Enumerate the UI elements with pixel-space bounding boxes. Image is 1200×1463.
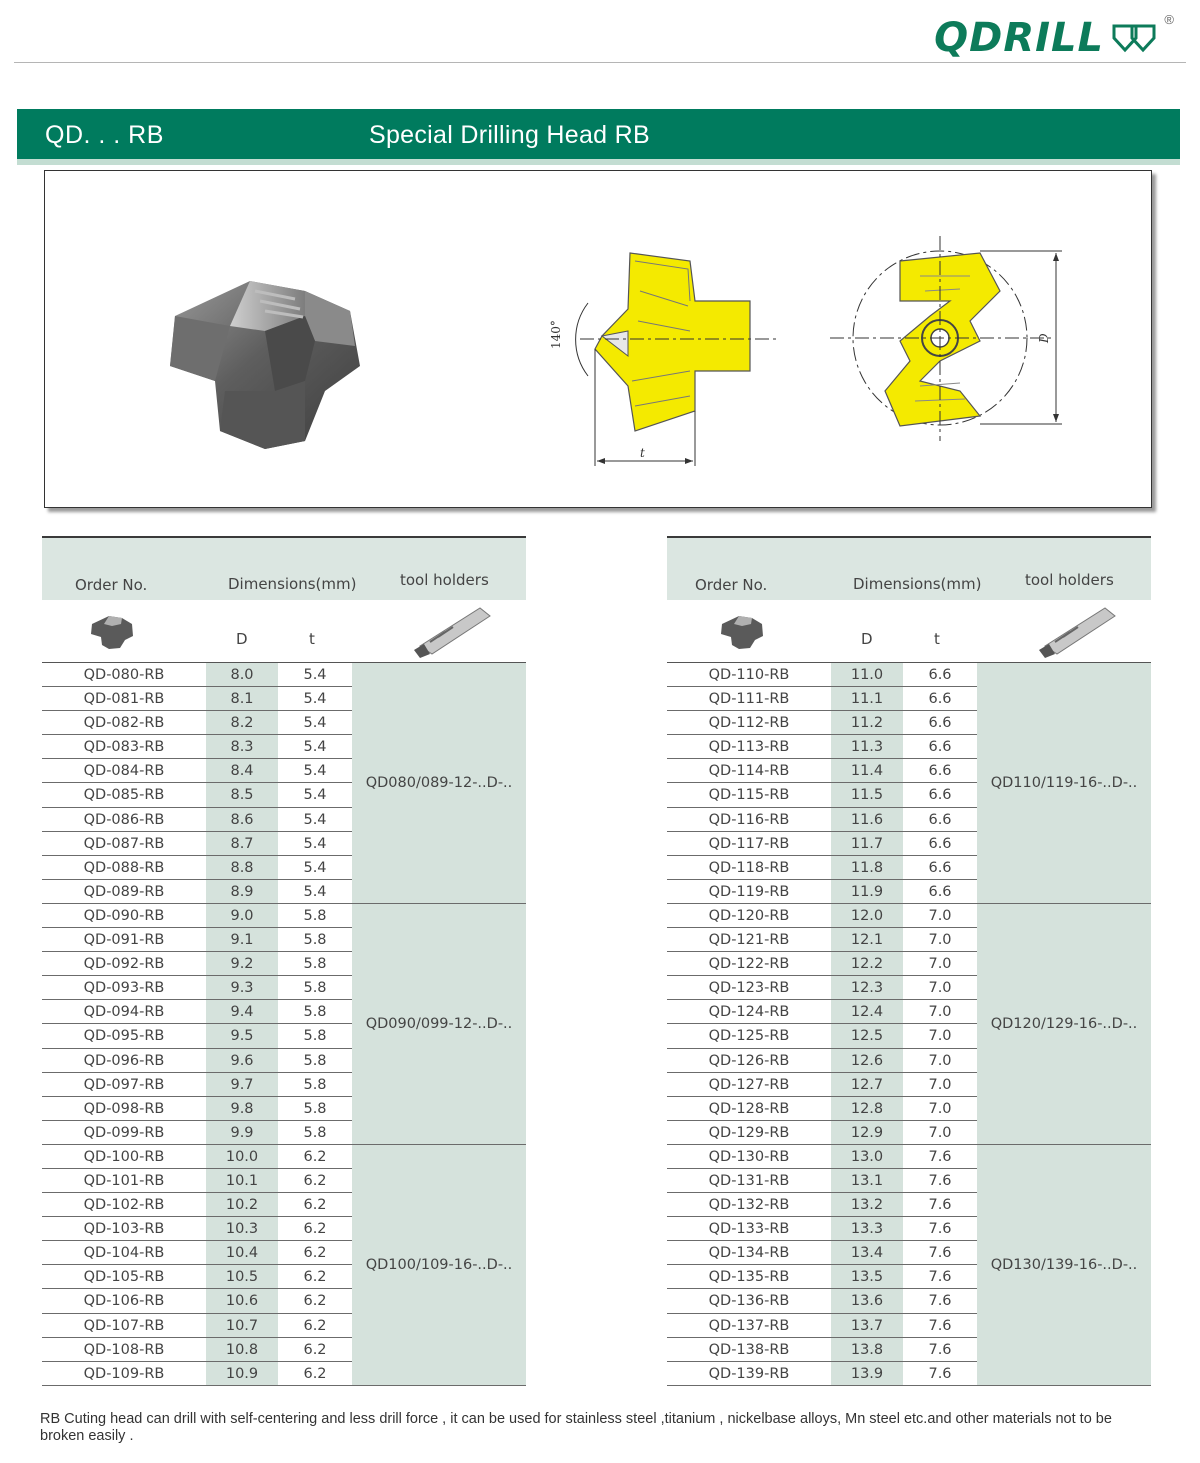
order-no-cell: QD-111-RB (667, 687, 831, 711)
t-value-cell: 6.6 (903, 663, 977, 687)
d-value-cell: 8.6 (206, 808, 278, 832)
t-value-cell: 5.8 (278, 1000, 352, 1024)
d-value-cell: 9.2 (206, 952, 278, 976)
order-no-header: Order No. (695, 576, 768, 594)
tool-holder-cell: QD130/139-16-..D-.. (977, 1145, 1151, 1386)
order-no-cell: QD-097-RB (42, 1073, 206, 1097)
t-value-cell: 7.6 (903, 1241, 977, 1265)
d-value-cell: 12.0 (831, 904, 903, 928)
d-value-cell: 8.0 (206, 663, 278, 687)
order-no-cell: QD-133-RB (667, 1217, 831, 1241)
order-no-cell: QD-109-RB (42, 1362, 206, 1386)
order-no-cell: QD-123-RB (667, 976, 831, 1000)
product-title: Special Drilling Head RB (369, 121, 650, 149)
t-value-cell: 6.6 (903, 832, 977, 856)
d-value-cell: 13.7 (831, 1314, 903, 1338)
order-no-cell: QD-101-RB (42, 1169, 206, 1193)
t-value-cell: 7.6 (903, 1314, 977, 1338)
order-no-cell: QD-130-RB (667, 1145, 831, 1169)
order-no-cell: QD-120-RB (667, 904, 831, 928)
t-value-cell: 6.2 (278, 1338, 352, 1362)
order-no-cell: QD-089-RB (42, 880, 206, 904)
t-value-cell: 5.8 (278, 952, 352, 976)
tool-holder-icon (1035, 600, 1125, 660)
d-value-cell: 13.8 (831, 1338, 903, 1362)
table-body (667, 663, 1151, 1386)
d-value-cell: 11.6 (831, 808, 903, 832)
order-no-cell: QD-088-RB (42, 856, 206, 880)
d-value-cell: 8.7 (206, 832, 278, 856)
d-value-cell: 10.1 (206, 1169, 278, 1193)
t-value-cell: 6.6 (903, 880, 977, 904)
drill-head-thumbnail-icon (87, 612, 137, 650)
product-image-panel (44, 170, 1152, 508)
order-table-left (42, 536, 526, 1386)
t-column-header: t (934, 630, 940, 648)
logo-emblem-icon (1110, 22, 1158, 54)
t-value-cell: 7.0 (903, 1000, 977, 1024)
d-value-cell: 11.0 (831, 663, 903, 687)
t-value-cell: 5.4 (278, 856, 352, 880)
t-value-cell: 6.6 (903, 856, 977, 880)
order-no-cell: QD-114-RB (667, 759, 831, 783)
t-value-cell: 5.8 (278, 904, 352, 928)
d-value-cell: 9.4 (206, 1000, 278, 1024)
order-no-cell: QD-136-RB (667, 1289, 831, 1313)
order-no-cell: QD-122-RB (667, 952, 831, 976)
t-value-cell: 5.4 (278, 808, 352, 832)
order-no-cell: QD-100-RB (42, 1145, 206, 1169)
t-value-cell: 6.2 (278, 1241, 352, 1265)
d-value-cell: 11.4 (831, 759, 903, 783)
dimensions-header: Dimensions(mm) (853, 575, 982, 593)
table-header (42, 538, 526, 600)
order-no-cell: QD-099-RB (42, 1121, 206, 1145)
order-no-cell: QD-116-RB (667, 808, 831, 832)
t-value-cell: 7.6 (903, 1145, 977, 1169)
t-value-cell: 7.6 (903, 1193, 977, 1217)
order-no-cell: QD-098-RB (42, 1097, 206, 1121)
d-value-cell: 10.2 (206, 1193, 278, 1217)
angle-label: 140° (549, 320, 563, 349)
d-value-cell: 10.6 (206, 1289, 278, 1313)
order-no-cell: QD-131-RB (667, 1169, 831, 1193)
d-value-cell: 9.6 (206, 1049, 278, 1073)
d-value-cell: 13.0 (831, 1145, 903, 1169)
d-value-cell: 8.1 (206, 687, 278, 711)
tool-holder-cell: QD120/129-16-..D-.. (977, 904, 1151, 1145)
order-no-cell: QD-112-RB (667, 711, 831, 735)
t-value-cell: 7.6 (903, 1217, 977, 1241)
d-value-cell: 13.1 (831, 1169, 903, 1193)
tool-holder-cell: QD110/119-16-..D-.. (977, 663, 1151, 904)
table-subheader (667, 600, 1151, 663)
order-no-cell: QD-087-RB (42, 832, 206, 856)
d-value-cell: 9.9 (206, 1121, 278, 1145)
depth-label: t (640, 446, 645, 460)
d-value-cell: 8.3 (206, 735, 278, 759)
d-value-cell: 10.8 (206, 1338, 278, 1362)
d-value-cell: 10.0 (206, 1145, 278, 1169)
d-value-cell: 13.3 (831, 1217, 903, 1241)
t-value-cell: 5.8 (278, 1097, 352, 1121)
order-no-cell: QD-115-RB (667, 783, 831, 807)
t-value-cell: 7.0 (903, 1121, 977, 1145)
table-subheader (42, 600, 526, 663)
d-value-cell: 10.3 (206, 1217, 278, 1241)
order-no-cell: QD-132-RB (667, 1193, 831, 1217)
order-no-cell: QD-129-RB (667, 1121, 831, 1145)
t-value-cell: 7.6 (903, 1265, 977, 1289)
d-value-cell: 13.9 (831, 1362, 903, 1386)
order-no-cell: QD-117-RB (667, 832, 831, 856)
order-no-cell: QD-108-RB (42, 1338, 206, 1362)
t-value-cell: 5.4 (278, 880, 352, 904)
brand-logo (934, 12, 1174, 62)
order-no-cell: QD-127-RB (667, 1073, 831, 1097)
t-value-cell: 7.6 (903, 1169, 977, 1193)
t-value-cell: 7.0 (903, 904, 977, 928)
order-no-cell: QD-104-RB (42, 1241, 206, 1265)
order-no-cell: QD-086-RB (42, 808, 206, 832)
t-value-cell: 5.4 (278, 735, 352, 759)
tool-holder-icon (410, 600, 500, 660)
t-value-cell: 5.8 (278, 1049, 352, 1073)
order-no-cell: QD-096-RB (42, 1049, 206, 1073)
d-value-cell: 13.5 (831, 1265, 903, 1289)
order-no-cell: QD-118-RB (667, 856, 831, 880)
order-no-cell: QD-105-RB (42, 1265, 206, 1289)
order-no-cell: QD-137-RB (667, 1314, 831, 1338)
table-header (667, 538, 1151, 600)
t-value-cell: 7.0 (903, 1073, 977, 1097)
order-no-cell: QD-084-RB (42, 759, 206, 783)
t-value-cell: 6.2 (278, 1169, 352, 1193)
order-no-cell: QD-139-RB (667, 1362, 831, 1386)
t-value-cell: 5.4 (278, 783, 352, 807)
side-view-drawing (540, 231, 790, 471)
product-code: QD. . . RB (45, 121, 164, 149)
order-no-cell: QD-113-RB (667, 735, 831, 759)
t-value-cell: 6.2 (278, 1193, 352, 1217)
order-table-right (667, 536, 1151, 1386)
order-no-cell: QD-080-RB (42, 663, 206, 687)
drill-head-photo (155, 271, 370, 451)
t-value-cell: 5.4 (278, 759, 352, 783)
d-column-header: D (861, 630, 873, 648)
d-value-cell: 12.5 (831, 1024, 903, 1048)
table-body (42, 663, 526, 1386)
d-value-cell: 8.2 (206, 711, 278, 735)
order-no-cell: QD-095-RB (42, 1024, 206, 1048)
order-no-cell: QD-125-RB (667, 1024, 831, 1048)
d-value-cell: 10.4 (206, 1241, 278, 1265)
order-no-cell: QD-128-RB (667, 1097, 831, 1121)
footnote: RB Cuting head can drill with self-centering and less drill force , it can be used for stainless steel ,titanium , nickelbase alloys, Mn steel etc.and other materials not to be broken easily . (40, 1411, 1112, 1444)
d-value-cell: 12.9 (831, 1121, 903, 1145)
t-value-cell: 6.6 (903, 759, 977, 783)
d-value-cell: 12.3 (831, 976, 903, 1000)
order-no-cell: QD-081-RB (42, 687, 206, 711)
t-value-cell: 5.4 (278, 687, 352, 711)
d-value-cell: 13.4 (831, 1241, 903, 1265)
order-no-cell: QD-110-RB (667, 663, 831, 687)
d-value-cell: 11.1 (831, 687, 903, 711)
t-value-cell: 5.8 (278, 928, 352, 952)
d-value-cell: 11.2 (831, 711, 903, 735)
d-value-cell: 12.8 (831, 1097, 903, 1121)
order-no-cell: QD-103-RB (42, 1217, 206, 1241)
d-value-cell: 12.1 (831, 928, 903, 952)
order-no-cell: QD-126-RB (667, 1049, 831, 1073)
tool-holders-header: tool holders (400, 571, 489, 589)
t-value-cell: 5.8 (278, 1121, 352, 1145)
t-value-cell: 6.2 (278, 1314, 352, 1338)
t-value-cell: 7.6 (903, 1289, 977, 1313)
t-value-cell: 5.4 (278, 711, 352, 735)
d-column-header: D (236, 630, 248, 648)
order-no-cell: QD-121-RB (667, 928, 831, 952)
t-value-cell: 7.0 (903, 928, 977, 952)
order-no-cell: QD-083-RB (42, 735, 206, 759)
d-value-cell: 10.5 (206, 1265, 278, 1289)
d-value-cell: 8.9 (206, 880, 278, 904)
t-value-cell: 6.2 (278, 1217, 352, 1241)
tool-holder-cell: QD100/109-16-..D-.. (352, 1145, 526, 1386)
order-no-cell: QD-138-RB (667, 1338, 831, 1362)
order-no-cell: QD-107-RB (42, 1314, 206, 1338)
d-value-cell: 12.7 (831, 1073, 903, 1097)
t-value-cell: 7.6 (903, 1362, 977, 1386)
drill-head-thumbnail-icon (717, 612, 767, 650)
t-value-cell: 6.2 (278, 1265, 352, 1289)
t-column-header: t (309, 630, 315, 648)
d-value-cell: 11.5 (831, 783, 903, 807)
d-value-cell: 9.1 (206, 928, 278, 952)
header-rule (14, 62, 1186, 63)
t-value-cell: 7.0 (903, 1097, 977, 1121)
order-no-cell: QD-134-RB (667, 1241, 831, 1265)
d-value-cell: 10.9 (206, 1362, 278, 1386)
diameter-label: D (1037, 333, 1051, 343)
t-value-cell: 6.2 (278, 1145, 352, 1169)
t-value-cell: 6.6 (903, 735, 977, 759)
d-value-cell: 8.5 (206, 783, 278, 807)
d-value-cell: 12.4 (831, 1000, 903, 1024)
d-value-cell: 11.3 (831, 735, 903, 759)
brand-name: QDRILL (934, 15, 1104, 61)
t-value-cell: 5.8 (278, 1024, 352, 1048)
order-no-cell: QD-085-RB (42, 783, 206, 807)
order-no-cell: QD-093-RB (42, 976, 206, 1000)
tool-holders-header: tool holders (1025, 571, 1114, 589)
front-view-drawing (830, 231, 1070, 446)
d-value-cell: 9.0 (206, 904, 278, 928)
dimensions-header: Dimensions(mm) (228, 575, 357, 593)
order-no-cell: QD-124-RB (667, 1000, 831, 1024)
t-value-cell: 7.0 (903, 1024, 977, 1048)
order-no-cell: QD-082-RB (42, 711, 206, 735)
t-value-cell: 6.2 (278, 1289, 352, 1313)
title-bar (17, 109, 1180, 159)
d-value-cell: 12.2 (831, 952, 903, 976)
t-value-cell: 6.6 (903, 711, 977, 735)
t-value-cell: 7.0 (903, 1049, 977, 1073)
d-value-cell: 13.2 (831, 1193, 903, 1217)
order-no-cell: QD-091-RB (42, 928, 206, 952)
t-value-cell: 5.8 (278, 1073, 352, 1097)
t-value-cell: 7.6 (903, 1338, 977, 1362)
order-no-cell: QD-094-RB (42, 1000, 206, 1024)
order-no-header: Order No. (75, 576, 148, 594)
t-value-cell: 6.6 (903, 808, 977, 832)
d-value-cell: 12.6 (831, 1049, 903, 1073)
d-value-cell: 9.3 (206, 976, 278, 1000)
t-value-cell: 5.4 (278, 832, 352, 856)
title-underline (17, 159, 1180, 165)
order-no-cell: QD-102-RB (42, 1193, 206, 1217)
d-value-cell: 9.5 (206, 1024, 278, 1048)
d-value-cell: 8.4 (206, 759, 278, 783)
t-value-cell: 6.2 (278, 1362, 352, 1386)
t-value-cell: 5.8 (278, 976, 352, 1000)
d-value-cell: 10.7 (206, 1314, 278, 1338)
order-no-cell: QD-119-RB (667, 880, 831, 904)
order-no-cell: QD-135-RB (667, 1265, 831, 1289)
t-value-cell: 7.0 (903, 952, 977, 976)
d-value-cell: 11.7 (831, 832, 903, 856)
t-value-cell: 6.6 (903, 783, 977, 807)
d-value-cell: 11.8 (831, 856, 903, 880)
d-value-cell: 11.9 (831, 880, 903, 904)
registered-mark: ® (1164, 12, 1174, 27)
tool-holder-cell: QD080/089-12-..D-.. (352, 663, 526, 904)
t-value-cell: 6.6 (903, 687, 977, 711)
order-no-cell: QD-090-RB (42, 904, 206, 928)
t-value-cell: 5.4 (278, 663, 352, 687)
order-no-cell: QD-092-RB (42, 952, 206, 976)
t-value-cell: 7.0 (903, 976, 977, 1000)
d-value-cell: 13.6 (831, 1289, 903, 1313)
tool-holder-cell: QD090/099-12-..D-.. (352, 904, 526, 1145)
d-value-cell: 9.8 (206, 1097, 278, 1121)
d-value-cell: 8.8 (206, 856, 278, 880)
order-no-cell: QD-106-RB (42, 1289, 206, 1313)
d-value-cell: 9.7 (206, 1073, 278, 1097)
